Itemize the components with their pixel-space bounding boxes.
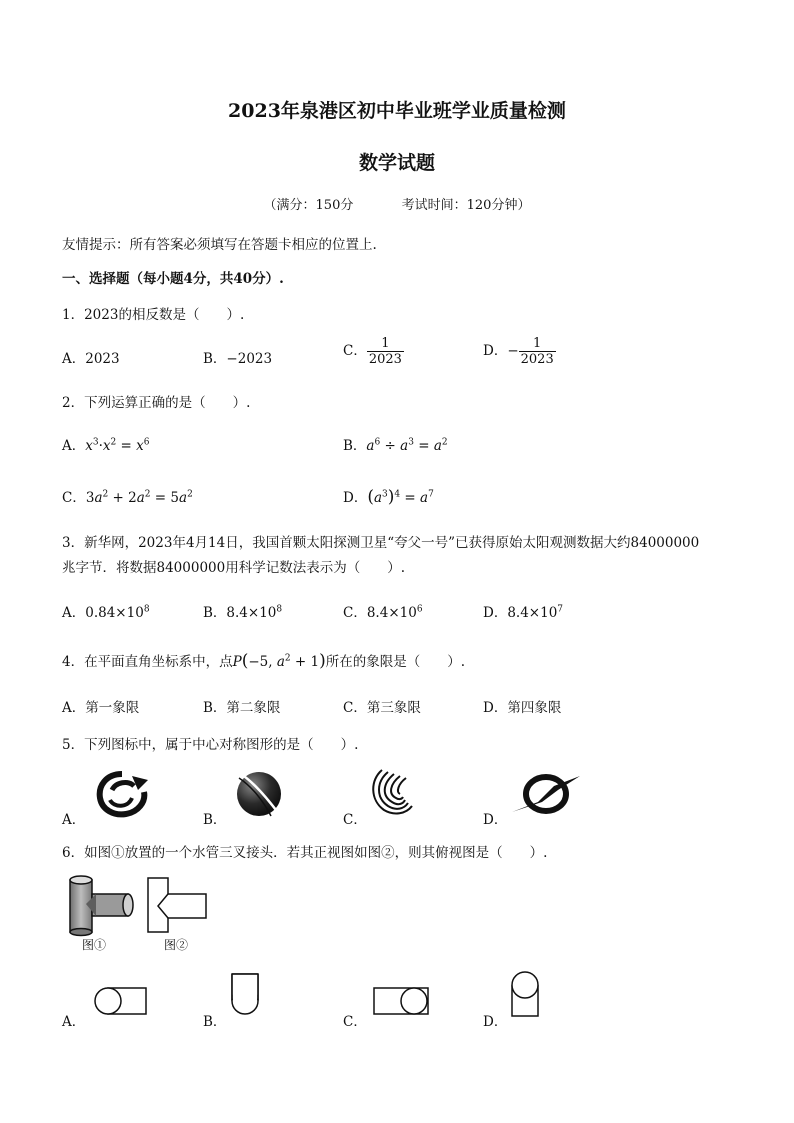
q4-option-d: D．第四象限 xyxy=(483,700,562,716)
q4-option-a: A．第一象限 xyxy=(62,700,140,716)
q1-option-a: A．2023 xyxy=(62,351,120,367)
question-3-line-2: 兆字节．将数据84000000用科学记数法表示为（ ）. xyxy=(62,560,406,576)
q5-option-c-label: C． xyxy=(343,812,367,828)
q2-d-label: D． xyxy=(343,490,368,506)
q3-d-label: D． xyxy=(483,605,508,621)
question-4-stem xyxy=(62,650,465,671)
q6-option-b-view xyxy=(229,970,261,1018)
question-5-stem: 5．下列图标中，属于中心对称图形的是（ ）. xyxy=(62,737,359,753)
q2-option-a xyxy=(62,434,150,454)
q3-c-expression: $8.4\times 10^6$ xyxy=(366,604,423,621)
q3-option-a xyxy=(62,601,150,621)
q2-d-expression: $(a^3)^4 = a^7$ xyxy=(367,487,434,507)
q1-d-numerator: 1 xyxy=(533,336,542,351)
question-3-line-1: 3．新华网，2023年4月14日，我国首颗太阳探测卫星“夸父一号”已获得原始太阳观测数据大约84000000 xyxy=(62,535,700,551)
q3-a-expression: $0.84\times 10^8$ xyxy=(85,604,150,621)
q3-option-c xyxy=(343,601,423,621)
exam-title: 2023年泉港区初中毕业班学业质量检测 xyxy=(228,100,566,122)
q6-option-d-label: D． xyxy=(483,1014,508,1030)
q6-figure-2-front-view xyxy=(144,874,210,934)
q2-b-label: B． xyxy=(343,438,367,454)
q2-a-expression: $x^3\cdot x^2 = x^6$ xyxy=(85,437,150,454)
q1-c-fraction xyxy=(367,336,404,367)
q3-d-expression: $8.4\times 10^7$ xyxy=(507,604,564,621)
full-score: （满分：150分 xyxy=(263,198,354,213)
q2-c-expression: $3a^2 + 2a^2 = 5a^2$ xyxy=(85,489,193,506)
q3-option-b xyxy=(203,601,282,621)
q6-figure-1-tee-joint xyxy=(66,874,138,936)
exam-meta xyxy=(0,194,794,213)
q1-c-numerator: 1 xyxy=(381,336,390,351)
q6-option-d-view xyxy=(509,968,541,1020)
question-2-stem: 2．下列运算正确的是（ ）. xyxy=(62,395,251,411)
q1-c-denominator: 2023 xyxy=(368,352,402,367)
q4-point-expression: P(−5, $a^2 + 1$) xyxy=(232,651,326,671)
q1-d-fraction xyxy=(519,336,556,367)
q4-option-c: C．第三象限 xyxy=(343,700,421,716)
q5-option-d-label: D． xyxy=(483,812,508,828)
subject-title: 数学试题 xyxy=(358,152,435,174)
question-1-stem: 1．2023的相反数是（ ）. xyxy=(62,307,245,323)
q5-icon-c-spiral xyxy=(368,766,424,818)
q6-option-b-label: B． xyxy=(203,1014,227,1030)
q1-c-label: C． xyxy=(343,343,367,359)
q6-option-a-label: A． xyxy=(62,1014,86,1030)
q6-option-a-view xyxy=(90,986,150,1018)
q2-option-d xyxy=(343,486,434,507)
q6-figure-2-caption: 图② xyxy=(164,938,189,952)
q1-option-c xyxy=(343,336,404,367)
q6-figure-1-caption: 图① xyxy=(82,938,107,952)
q4-stem-post: 所在的象限是（ ）. xyxy=(325,654,466,670)
q6-option-c-view xyxy=(372,986,432,1018)
q5-icon-d-ring xyxy=(508,772,584,816)
q3-a-label: A． xyxy=(62,605,86,621)
q5-option-b-label: B． xyxy=(203,812,227,828)
q4-stem-pre: 4．在平面直角坐标系中，点 xyxy=(62,654,233,670)
q3-b-expression: $8.4\times 10^8$ xyxy=(226,604,283,621)
q1-d-denominator: 2023 xyxy=(520,352,554,367)
q2-option-b xyxy=(343,434,448,454)
q4-option-b: B．第二象限 xyxy=(203,700,281,716)
q5-icon-b-ball xyxy=(231,764,287,820)
question-6-stem: 6．如图①放置的一个水管三叉接头．若其正视图如图②，则其俯视图是（ ）. xyxy=(62,845,548,861)
q2-a-label: A． xyxy=(62,438,86,454)
q6-option-c-label: C． xyxy=(343,1014,367,1030)
exam-time: 考试时间：120分钟） xyxy=(401,198,531,213)
friendly-tip: 友情提示：所有答案必须填写在答题卡相应的位置上. xyxy=(62,237,377,253)
q3-c-label: C． xyxy=(343,605,367,621)
q1-d-label: D．− xyxy=(483,343,519,359)
q1-option-b: B．−2023 xyxy=(203,351,273,367)
q2-b-expression: $a^6 \div a^3 = a^2$ xyxy=(366,437,448,454)
q3-option-d xyxy=(483,601,563,621)
q5-option-a-label: A． xyxy=(62,812,86,828)
q2-option-c xyxy=(62,486,193,506)
q1-option-d xyxy=(483,336,556,367)
section-heading: 一、选择题（每小题4分，共40分）. xyxy=(62,271,284,287)
q2-c-label: C． xyxy=(62,490,86,506)
q3-b-label: B． xyxy=(203,605,227,621)
q5-icon-a-swirl xyxy=(92,768,152,818)
